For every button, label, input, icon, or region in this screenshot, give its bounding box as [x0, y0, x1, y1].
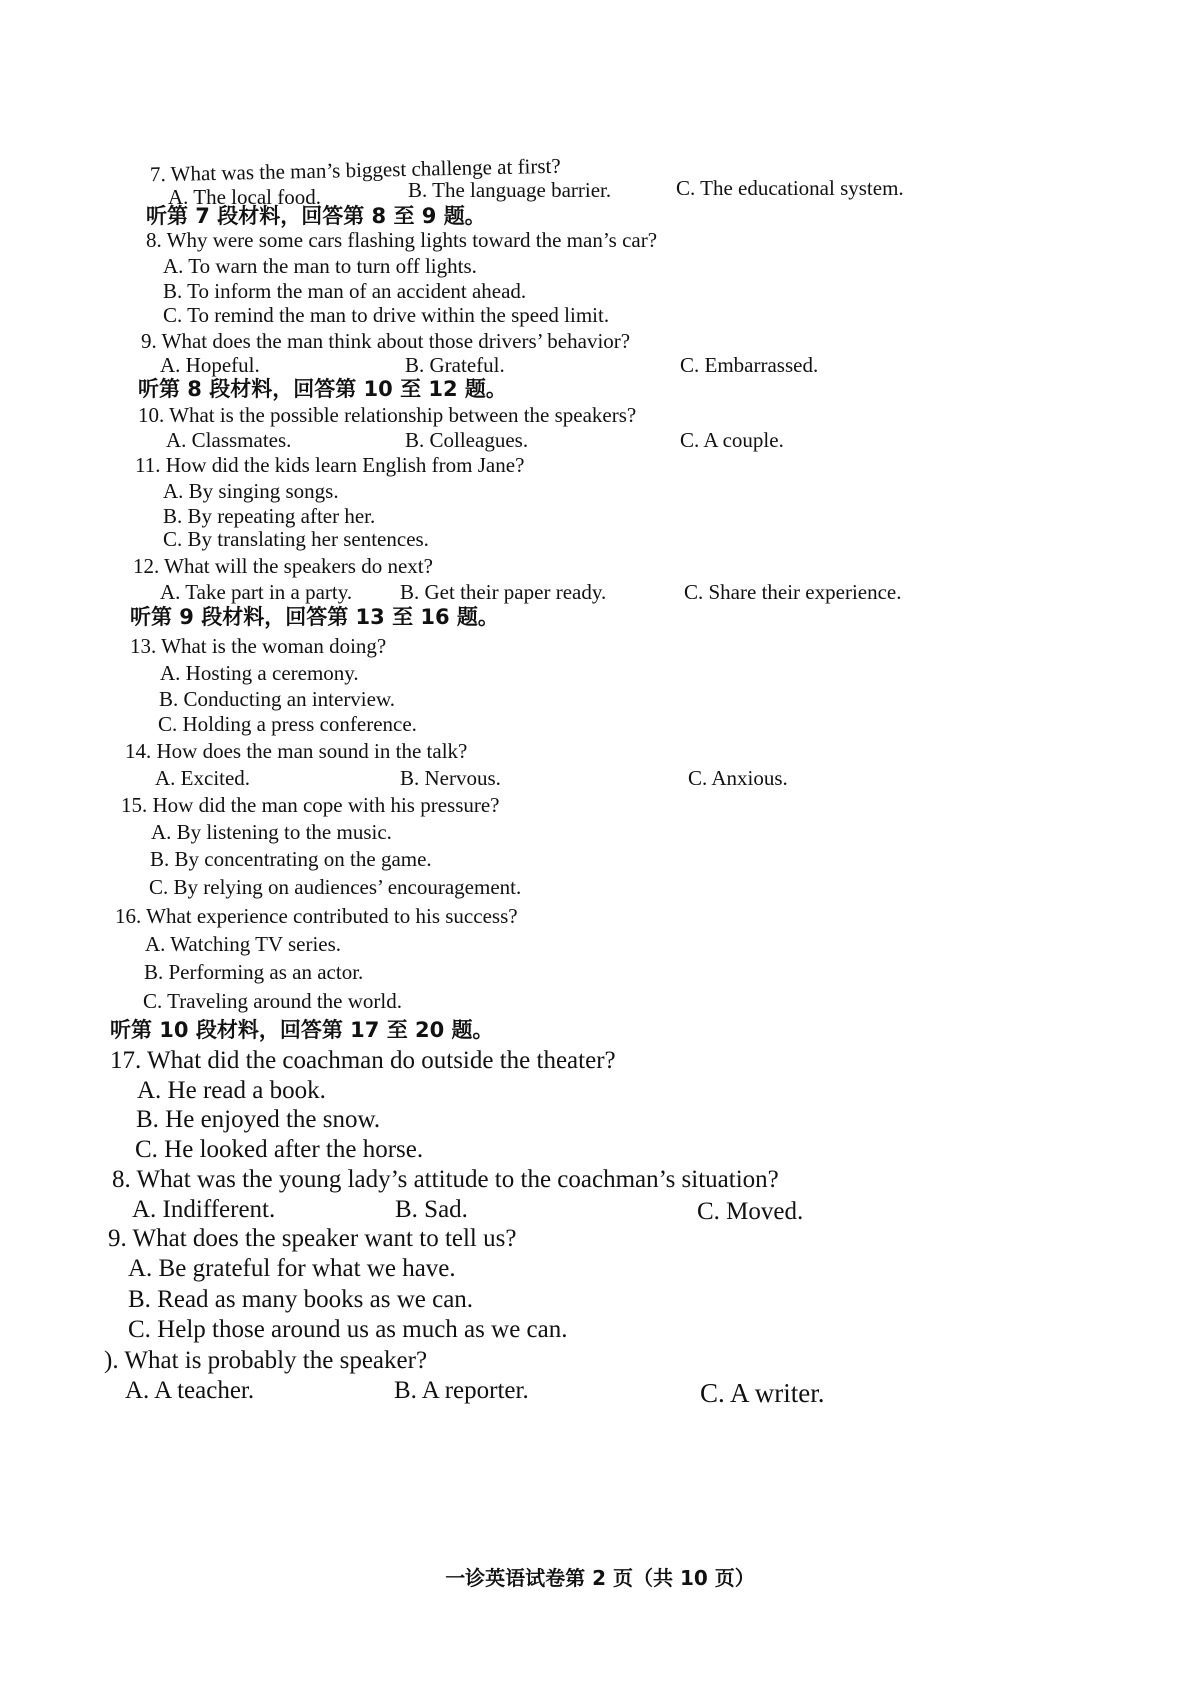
option-11c: C. By translating her sentences.: [163, 527, 429, 551]
question-9: 9. What does the man think about those drivers’ behavior?: [141, 329, 631, 353]
option-13c: C. Holding a press conference.: [158, 712, 417, 736]
option-13b: B. Conducting an interview.: [159, 687, 396, 711]
option-10b: B. Colleagues.: [405, 428, 529, 452]
section-heading-9: 听第 9 段材料，回答第 13 至 16 题。: [130, 605, 499, 629]
option-20b: B. A reporter.: [394, 1377, 529, 1404]
option-9c: C. Embarrassed.: [680, 353, 819, 377]
question-12: 12. What will the speakers do next?: [133, 554, 433, 578]
option-11b: B. By repeating after her.: [163, 504, 376, 528]
option-15a: A. By listening to the music.: [151, 820, 392, 844]
option-13a: A. Hosting a ceremony.: [160, 661, 359, 685]
option-12b: B. Get their paper ready.: [400, 580, 607, 604]
option-19a: A. Be grateful for what we have.: [128, 1255, 456, 1282]
section-heading-10: 听第 10 段材料，回答第 17 至 20 题。: [110, 1018, 494, 1042]
option-11a: A. By singing songs.: [163, 479, 339, 503]
option-8b: B. To inform the man of an accident ahead.: [163, 279, 527, 303]
option-18c: C. Moved.: [697, 1198, 804, 1225]
option-19b: B. Read as many books as we can.: [128, 1286, 474, 1313]
question-13: 13. What is the woman doing?: [130, 634, 387, 658]
option-17b: B. He enjoyed the snow.: [136, 1106, 381, 1133]
option-7b: B. The language barrier.: [408, 178, 612, 202]
option-18b: B. Sad.: [395, 1196, 468, 1223]
question-10: 10. What is the possible relationship between the speakers?: [138, 403, 637, 427]
question-15: 15. How did the man cope with his pressure?: [121, 793, 500, 817]
option-8a: A. To warn the man to turn off lights.: [163, 254, 477, 278]
option-9a: A. Hopeful.: [160, 353, 260, 377]
question-16: 16. What experience contributed to his success?: [115, 904, 518, 928]
option-10c: C. A couple.: [680, 428, 784, 452]
question-18: 8. What was the young lady’s attitude to the coachman’s situation?: [112, 1166, 779, 1193]
option-8c: C. To remind the man to drive within the speed limit.: [163, 303, 610, 327]
option-20a: A. A teacher.: [125, 1377, 255, 1404]
option-16b: B. Performing as an actor.: [144, 960, 364, 984]
option-7a: A. The local food.: [168, 185, 321, 209]
section-heading-7: 听第 7 段材料，回答第 8 至 9 题。: [146, 204, 486, 228]
option-16c: C. Traveling around the world.: [143, 989, 402, 1013]
option-14b: B. Nervous.: [400, 766, 501, 790]
question-20: ). What is probably the speaker?: [104, 1347, 428, 1374]
option-9b: B. Grateful.: [405, 353, 505, 377]
option-15c: C. By relying on audiences’ encouragement.: [149, 875, 522, 899]
question-7: 7. What was the man’s biggest challenge at first?: [149, 153, 561, 187]
option-20c: C. A writer.: [700, 1378, 825, 1408]
option-14a: A. Excited.: [155, 766, 251, 790]
option-12c: C. Share their experience.: [684, 580, 902, 604]
option-10a: A. Classmates.: [166, 428, 292, 452]
page-footer: 一诊英语试卷第 2 页（共 10 页）: [445, 1566, 755, 1590]
question-11: 11. How did the kids learn English from Jane?: [135, 453, 525, 477]
question-17: 17. What did the coachman do outside the theater?: [110, 1047, 616, 1074]
option-18a: A. Indifferent.: [132, 1196, 276, 1223]
option-15b: B. By concentrating on the game.: [150, 847, 432, 871]
question-8: 8. Why were some cars flashing lights toward the man’s car?: [146, 228, 658, 252]
question-19: 9. What does the speaker want to tell us?: [108, 1225, 517, 1252]
section-heading-8: 听第 8 段材料，回答第 10 至 12 题。: [138, 377, 507, 401]
option-12a: A. Take part in a party.: [160, 580, 353, 604]
question-14: 14. How does the man sound in the talk?: [125, 739, 468, 763]
option-7c: C. The educational system.: [676, 176, 904, 200]
option-17c: C. He looked after the horse.: [135, 1136, 424, 1163]
option-16a: A. Watching TV series.: [145, 932, 342, 956]
option-17a: A. He read a book.: [137, 1077, 326, 1104]
option-19c: C. Help those around us as much as we can.: [128, 1316, 568, 1343]
option-14c: C. Anxious.: [688, 766, 788, 790]
